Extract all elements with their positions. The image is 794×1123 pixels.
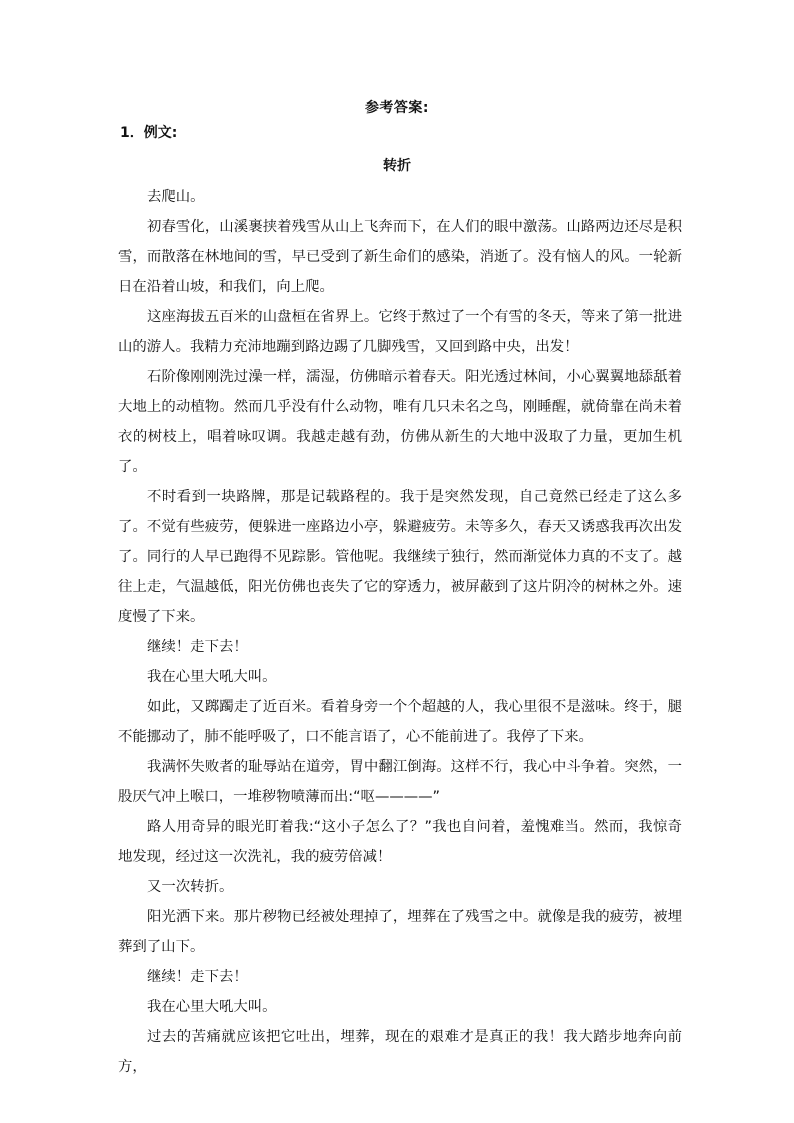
paragraph: 我满怀失败者的耻辱站在道旁，胃中翻江倒海。这样不行，我心中斗争着。突然，一股厌气冲上喉口，一堆秽物喷薄而出:“呕————” <box>118 759 682 805</box>
paragraph: 去爬山。 <box>147 189 205 205</box>
paragraph: 不时看到一块路牌，那是记载路程的。我于是突然发现，自己竟然已经走了这么多了。不觉有些疲劳，便躲进一座路边小亭，躲避疲劳。未等多久，春天又诱惑我再次出发了。同行的人早已跑得不见踪影。管他呢。我继续亍独行，然而渐觉体力真的不支了。越往上走，气温越低，阳光仿佛也丧失了它的穿透力，被屏蔽到了这片阴冷的树林之外。速度慢了下来。 <box>118 489 682 625</box>
answer-key-heading: 参考答案: <box>364 100 430 116</box>
paragraph: 我在心里大吼大叫。 <box>147 669 277 685</box>
paragraph: 继续！走下去！ <box>147 969 248 985</box>
essay-body <box>118 182 682 1082</box>
paragraph: 继续！走下去！ <box>147 639 248 655</box>
paragraph: 石阶像刚刚洗过澡一样，濡湿，仿佛暗示着春天。阳光透过林间，小心翼翼地舔舐着大地上的动植物。然而几乎没有什么动物，唯有几只未名之鸟，刚睡醒，就倚靠在尚未着衣的树枝上，唱着咏叹调。我越走越有劲，仿佛从新生的大地中汲取了力量，更加生机了。 <box>118 369 682 475</box>
paragraph: 我在心里大吼大叫。 <box>147 999 277 1015</box>
paragraph: 又一次转折。 <box>147 879 234 895</box>
paragraph: 路人用奇异的眼光盯着我:“这小子怎么了？”我也自问着，羞愧难当。然而，我惊奇地发现，经过这一次洗礼，我的疲劳倍减！ <box>118 819 682 865</box>
paragraph: 如此，又踯躅走了近百米。看着身旁一个个超越的人，我心里很不是滋味。终于，腿不能挪动了，肺不能呼吸了，口不能言语了，心不能前进了。我停了下来。 <box>118 699 682 745</box>
paragraph: 初春雪化，山溪裹挟着残雪从山上飞奔而下，在人们的眼中激荡。山路两边还尽是积雪，而散落在林地间的雪，早已受到了新生命们的感染，消逝了。没有恼人的风。一轮新日在沿着山坡，和我们，向上爬。 <box>118 219 682 295</box>
question-number-label: 1．例文: <box>120 125 178 141</box>
paragraph: 过去的苦痛就应该把它吐出，埋葬，现在的艰难才是真正的我！我大踏步地奔向前方， <box>118 1029 682 1075</box>
paragraph: 这座海拔五百米的山盘桓在省界上。它终于熬过了一个有雪的冬天，等来了第一批进山的游人。我精力充沛地蹦到路边踢了几脚残雪，又回到路中央，出发！ <box>118 309 682 355</box>
essay-title: 转折 <box>383 158 411 174</box>
paragraph: 阳光洒下来。那片秽物已经被处理掉了，埋葬在了残雪之中。就像是我的疲劳，被埋葬到了山下。 <box>118 909 682 955</box>
